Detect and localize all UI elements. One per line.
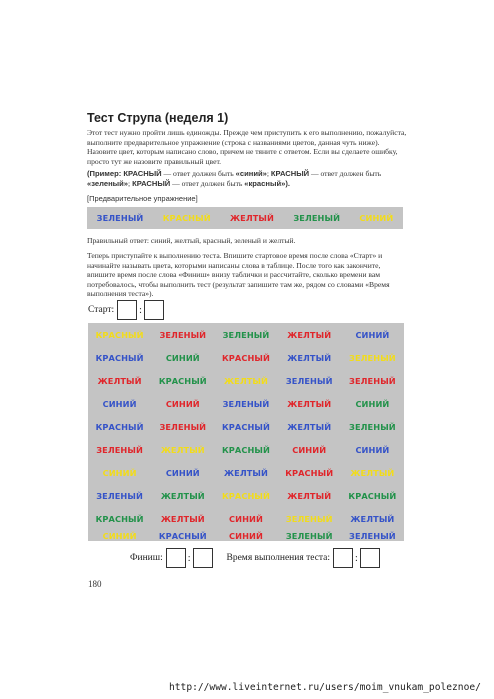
- example-text-5: — ответ должен быть: [170, 178, 245, 188]
- grid-word-40: КРАСНЫЙ: [348, 491, 397, 502]
- start-seconds-box[interactable]: [144, 300, 164, 320]
- grid-word-26: ЗЕЛЕНЫЙ: [96, 445, 143, 456]
- grid-word-47: КРАСНЫЙ: [158, 530, 207, 541]
- example-text-3: — ответ должен быть: [309, 169, 382, 178]
- intro-paragraph: Этот тест нужно пройти лишь единожды. Прежде чем приступить к его выполнению, пожалуйста, выполните предварительное упражнение (строка с названиями цветов, данная чуть ниже). Назовите цвет, которым написано слово, причем не тяните с ответом. Если вы сделаете ошибку, просто тут же назовите правильный цвет.: [87, 128, 407, 166]
- grid-word-5: СИНИЙ: [355, 329, 390, 340]
- finish-colon: :: [187, 552, 191, 564]
- time-minutes-box[interactable]: [333, 548, 353, 568]
- grid-word-49: ЗЕЛЕНЫЙ: [285, 530, 333, 541]
- prelim-word-1: ЗЕЛЕНЫЙ: [96, 213, 144, 223]
- grid-word-41: КРАСНЫЙ: [95, 514, 144, 525]
- example-word-3: КРАСНЫЙ: [132, 178, 171, 188]
- grid-word-48: СИНИЙ: [229, 530, 263, 541]
- grid-word-36: ЗЕЛЕНЫЙ: [96, 491, 143, 502]
- time-seconds-box[interactable]: [360, 548, 380, 568]
- grid-word-44: ЗЕЛЕНЫЙ: [285, 514, 333, 525]
- grid-word-20: СИНИЙ: [355, 398, 390, 409]
- grid-word-27: ЖЕЛТЫЙ: [160, 445, 205, 456]
- grid-word-12: КРАСНЫЙ: [158, 375, 207, 386]
- finish-seconds-box[interactable]: [193, 548, 213, 568]
- finish-row: [130, 548, 380, 568]
- grid-word-23: КРАСНЫЙ: [222, 421, 270, 432]
- instructions-paragraph: Теперь приступайте к выполнению теста. Впишите стартовое время после слова «Старт» и начинайте называть цвета, которыми написаны слова в таблице. После того как закончите, впишите время после слова «Финиш» внизу таблички и рассчитайте, сколько времени вам потребовалось, чтобы выполнить тест (результат запишите там же, рядом со словами «Время выполнения теста»).: [87, 251, 390, 299]
- grid-word-18: ЗЕЛЕНЫЙ: [222, 398, 270, 409]
- example-word-2: КРАСНЫЙ: [270, 169, 310, 178]
- prelim-word-2: КРАСНЫЙ: [162, 213, 211, 223]
- grid-word-9: ЖЕЛТЫЙ: [287, 352, 332, 363]
- grid-word-46: СИНИЙ: [102, 530, 137, 541]
- time-group: [227, 548, 380, 568]
- grid-word-15: ЗЕЛЕНЫЙ: [349, 375, 396, 386]
- grid-word-28: КРАСНЫЙ: [222, 445, 270, 456]
- prelim-word-4: ЗЕЛЕНЫЙ: [293, 213, 341, 223]
- grid-word-17: СИНИЙ: [165, 398, 200, 409]
- grid-word-33: ЖЕЛТЫЙ: [224, 468, 268, 479]
- grid-word-7: СИНИЙ: [165, 352, 200, 363]
- grid-word-21: КРАСНЫЙ: [95, 421, 144, 432]
- page-number: 180: [88, 579, 102, 589]
- example-answer-2: «зеленый»: [87, 178, 129, 188]
- time-colon: :: [355, 552, 358, 564]
- grid-word-43: СИНИЙ: [229, 514, 263, 525]
- finish-label: Финиш:: [130, 553, 163, 563]
- finish-minutes-box[interactable]: [166, 548, 186, 568]
- grid-word-34: КРАСНЫЙ: [285, 468, 334, 479]
- grid-word-30: СИНИЙ: [355, 445, 390, 456]
- grid-word-24: ЖЕЛТЫЙ: [287, 421, 332, 432]
- grid-word-13: ЖЕЛТЫЙ: [224, 375, 268, 386]
- start-label: Старт:: [88, 305, 115, 315]
- grid-word-25: ЗЕЛЕНЫЙ: [349, 421, 396, 432]
- grid-word-32: СИНИЙ: [165, 468, 200, 479]
- start-colon: :: [139, 304, 142, 316]
- correct-answer: Правильный ответ: синий, желтый, красный, зеленый и желтый.: [87, 236, 296, 245]
- example-word-1: КРАСНЫЙ: [123, 169, 162, 178]
- prelim-word-5: СИНИЙ: [359, 213, 394, 223]
- example-lead: (Пример:: [87, 169, 124, 178]
- grid-word-16: СИНИЙ: [102, 398, 137, 409]
- grid-word-42: ЖЕЛТЫЙ: [160, 514, 205, 525]
- time-label: Время выполнения теста:: [226, 553, 331, 563]
- example-answer-1: «синий»: [235, 169, 267, 178]
- grid-word-38: КРАСНЫЙ: [222, 491, 270, 502]
- grid-word-37: ЖЕЛТЫЙ: [160, 491, 205, 502]
- grid-word-2: ЗЕЛЕНЫЙ: [159, 329, 207, 340]
- prelim-strip: [87, 207, 403, 229]
- prelim-label: [Предварительное упражнение]: [87, 194, 198, 203]
- grid-word-39: ЖЕЛТЫЙ: [287, 491, 332, 502]
- start-minutes-box[interactable]: [117, 300, 137, 320]
- example-text-1: — ответ должен быть: [161, 169, 236, 178]
- example-text-4: ;: [128, 178, 133, 188]
- example-end: ).: [285, 178, 290, 188]
- grid-word-50: ЗЕЛЕНЫЙ: [349, 530, 396, 541]
- grid-word-22: ЗЕЛЕНЫЙ: [159, 421, 207, 432]
- grid-word-11: ЖЕЛТЫЙ: [97, 375, 142, 386]
- grid-word-4: ЖЕЛТЫЙ: [287, 329, 332, 340]
- prelim-word-3: ЖЕЛТЫЙ: [230, 213, 274, 223]
- grid-word-14: ЗЕЛЕНЫЙ: [285, 375, 333, 386]
- grid-word-29: СИНИЙ: [292, 445, 327, 456]
- start-row: [88, 300, 164, 320]
- grid-word-8: КРАСНЫЙ: [222, 352, 270, 363]
- grid-word-31: СИНИЙ: [102, 468, 137, 479]
- stroop-grid: [88, 323, 404, 541]
- grid-word-10: ЗЕЛЕНЫЙ: [349, 352, 396, 363]
- grid-word-19: ЖЕЛТЫЙ: [287, 398, 332, 409]
- example-text-2: ;: [266, 169, 271, 178]
- example-paragraph: [87, 169, 407, 188]
- grid-word-45: ЖЕЛТЫЙ: [350, 514, 395, 525]
- grid-word-3: ЗЕЛЕНЫЙ: [222, 329, 270, 340]
- grid-word-35: ЖЕЛТЫЙ: [350, 468, 395, 479]
- source-url: http://www.liveinternet.ru/users/moim_vnukam_poleznoe/: [169, 682, 481, 693]
- grid-word-1: КРАСНЫЙ: [95, 329, 144, 340]
- example-answer-3: «красный»: [244, 178, 286, 188]
- page-title: Тест Струпа (неделя 1): [87, 111, 229, 125]
- grid-word-6: КРАСНЫЙ: [95, 352, 144, 363]
